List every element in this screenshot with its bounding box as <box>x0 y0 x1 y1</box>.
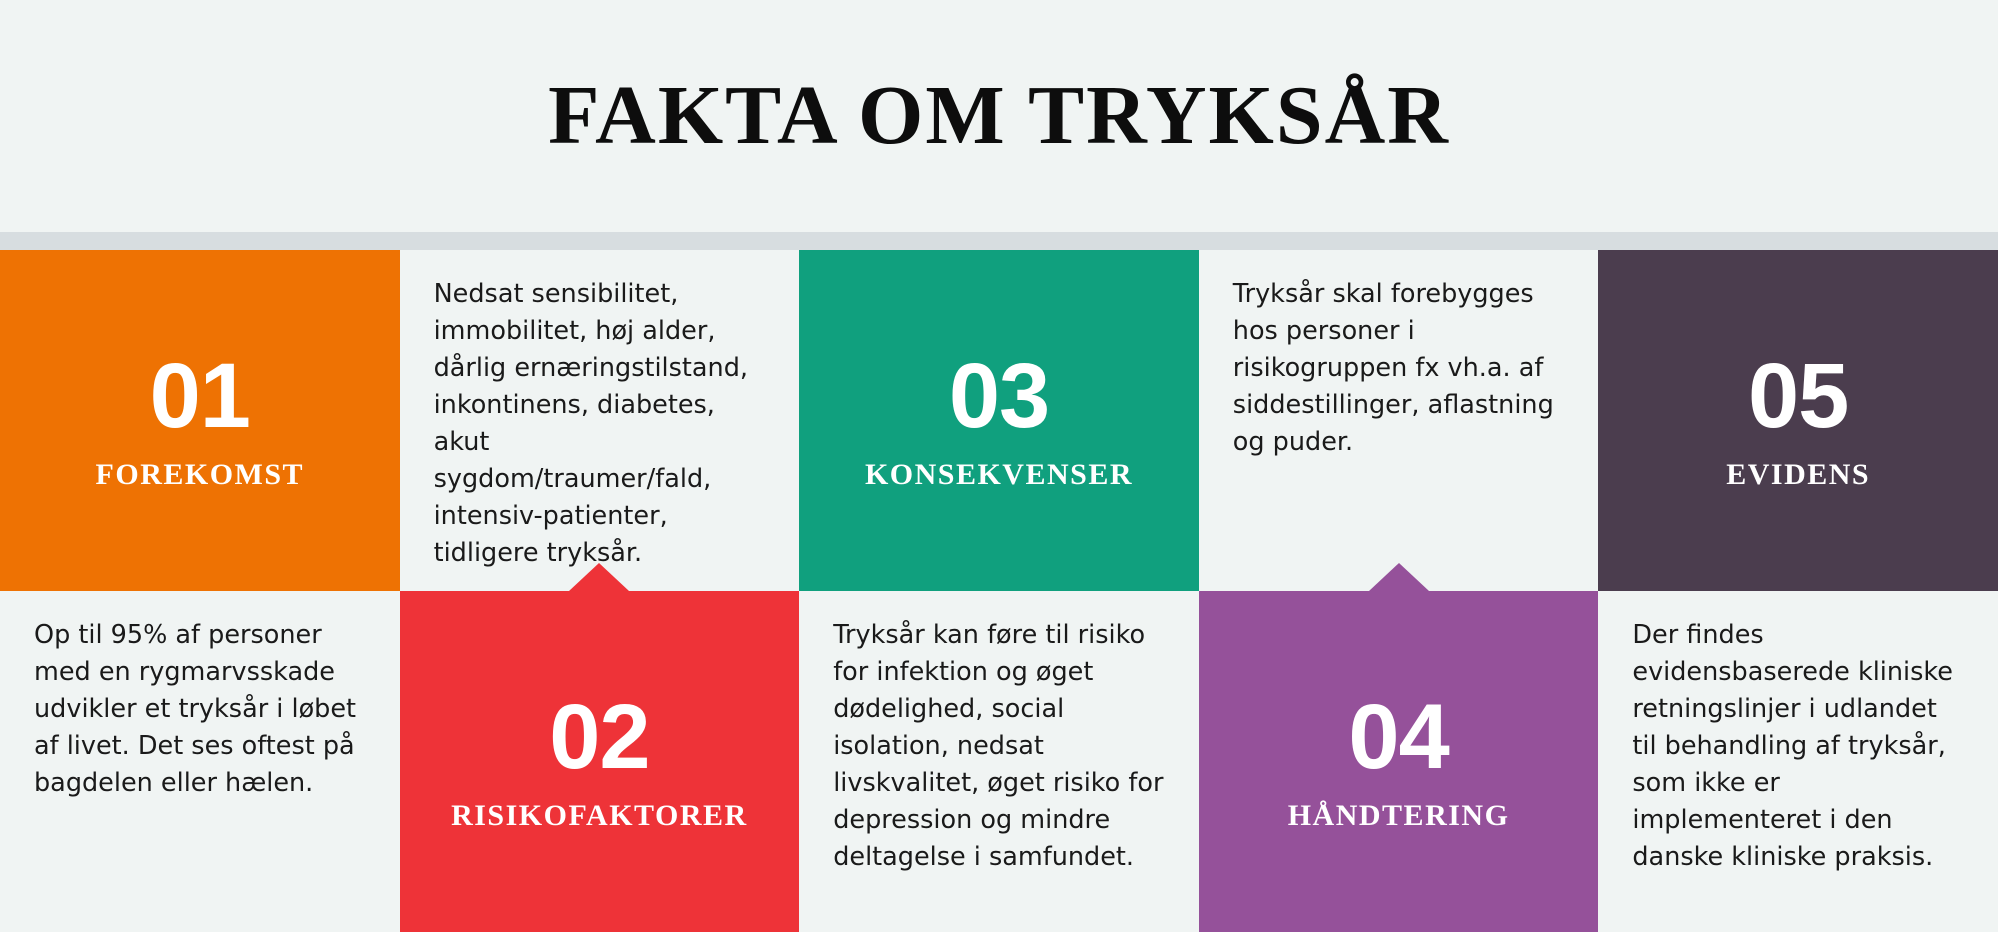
card-number-value: 01 <box>149 344 250 447</box>
card-label: EVIDENS <box>1726 457 1871 491</box>
card-text-05 <box>1598 591 1998 932</box>
card-number-04 <box>1199 591 1599 932</box>
card-text: Nedsat sensibilitet, immobilitet, høj alder, dårlig ernæringstilstand, inkontinens, diabetes, akut sygdom/traumer/fald, intensiv-patienter, tidligere tryksår. <box>433 279 749 568</box>
card-number-value: 05 <box>1748 344 1849 447</box>
card-number-value: 04 <box>1348 685 1449 788</box>
header <box>0 0 1998 232</box>
card-label: RISIKOFAKTORER <box>451 798 748 832</box>
card-number-value: 02 <box>549 685 650 788</box>
pointer-arrow-up <box>1369 563 1429 591</box>
card-number-01 <box>0 250 400 591</box>
card-number-02 <box>400 591 800 932</box>
card-text-02 <box>400 250 800 591</box>
card-label: HÅNDTERING <box>1287 798 1510 832</box>
card-number-value: 03 <box>948 344 1050 447</box>
columns-grid <box>0 250 1998 932</box>
card-text: Tryksår kan føre til risiko for infektion og øget dødelighed, social isolation, nedsat livskvalitet, øget risiko for depression og mindre deltagelse i samfundet. <box>833 620 1164 872</box>
card-text-03 <box>799 591 1199 932</box>
card-text: Op til 95% af personer med en rygmarvsskade udvikler et tryksår i løbet af livet. Det ses oftest på bagdelen eller hælen. <box>34 620 357 798</box>
card-text: Der findes evidensbaserede kliniske retningslinjer i udlandet til behandling af tryksår, som ikke er implementeret i den danske kliniske praksis. <box>1632 620 1953 872</box>
card-label: FOREKOMST <box>95 457 305 491</box>
card-text-04 <box>1199 250 1599 591</box>
header-divider <box>0 232 1998 250</box>
pointer-arrow-up <box>569 563 629 591</box>
page-title: FAKTA OM TRYKSÅR <box>548 69 1450 162</box>
card-number-05 <box>1598 250 1998 591</box>
card-number-03 <box>799 250 1199 591</box>
card-text: Tryksår skal forebygges hos personer i risikogruppen fx vh.a. af siddestillinger, aflastning og puder. <box>1232 279 1554 457</box>
card-label: KONSEKVENSER <box>864 457 1134 491</box>
card-text-01 <box>0 591 400 932</box>
